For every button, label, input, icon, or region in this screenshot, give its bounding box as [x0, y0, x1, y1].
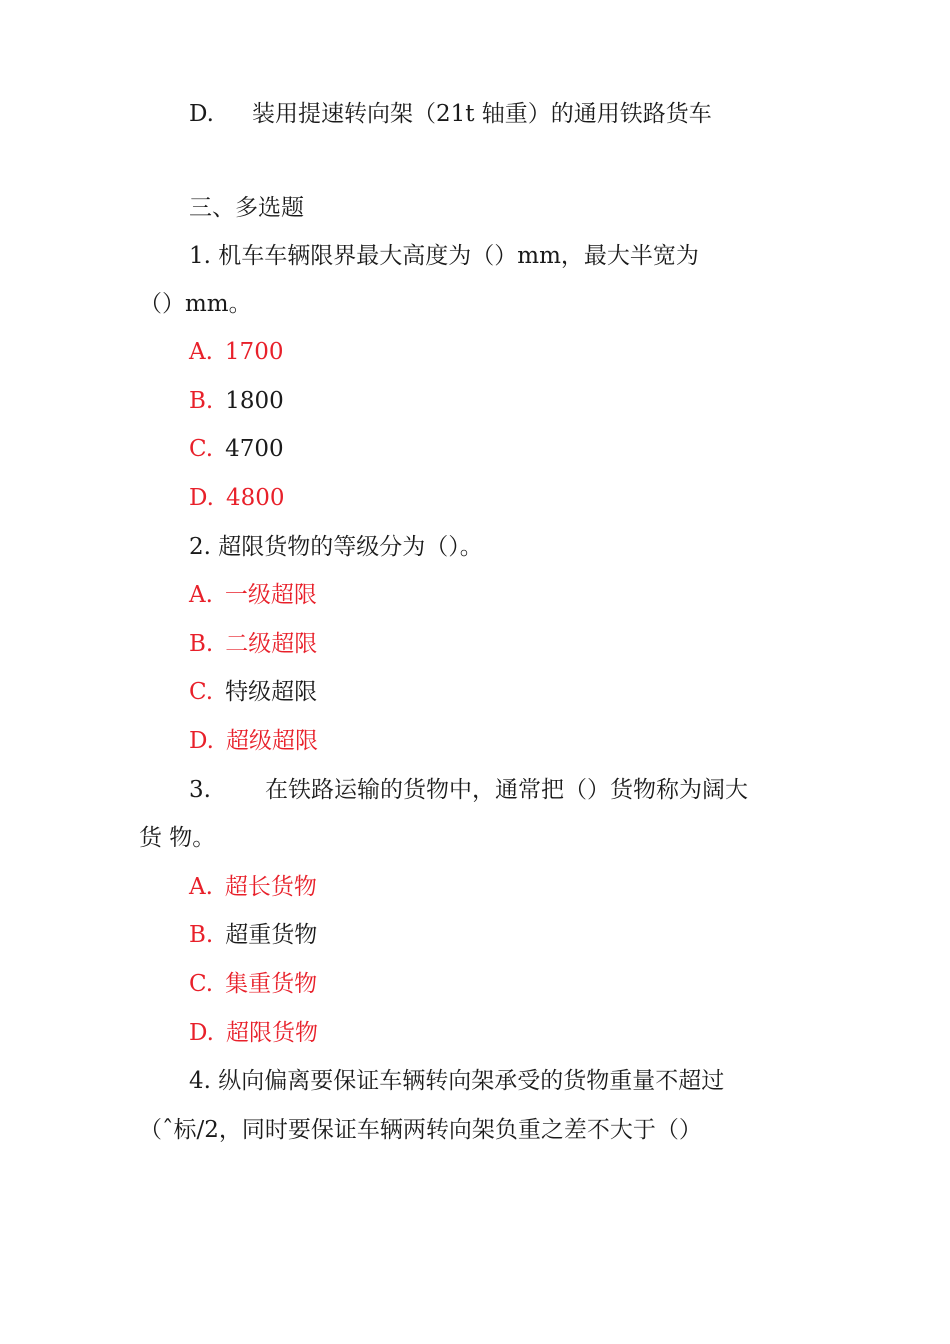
q1-option-d [189, 483, 284, 513]
option-text: 超限货物 [225, 1020, 318, 1046]
option-text: 4800 [225, 485, 285, 511]
q3-option-b [189, 920, 317, 950]
option-text: 超级超限 [225, 728, 318, 754]
question-4-text-cont: （ˆ标/2，同时要保证车辆两转向架负重之差不大于（） [139, 1117, 702, 1143]
option-letter: B. [189, 388, 214, 414]
option-text: 一级超限 [224, 582, 317, 608]
q2-option-c [189, 677, 317, 707]
option-text: 集重货物 [225, 971, 318, 997]
option-letter: D. [189, 728, 214, 754]
option-text: 超长货物 [224, 874, 317, 900]
prev-option-d [189, 99, 712, 129]
q1-option-c [189, 434, 284, 464]
option-letter: C. [189, 971, 214, 997]
option-text: 超重货物 [225, 922, 318, 948]
q3-option-d [189, 1018, 318, 1048]
question-1-text: 1. 机车车辆限界最大高度为（）mm，最大半宽为 [189, 243, 699, 269]
option-text: 1800 [225, 388, 284, 414]
option-text: 二级超限 [225, 631, 318, 657]
option-letter: D. [189, 1020, 214, 1046]
option-text: 特级超限 [225, 679, 318, 705]
q3-option-c [189, 969, 317, 999]
question-1-text-cont: （）mm。 [139, 291, 252, 317]
option-letter: B. [189, 631, 214, 657]
q3-option-a [189, 872, 317, 902]
question-2-text: 2. 超限货物的等级分为（）。 [189, 534, 483, 560]
question-3-text-cont: 货 物。 [139, 825, 216, 851]
option-text: 装用提速转向架（21t 轴重）的通用铁路货车 [251, 101, 712, 127]
section-title: 三、多选题 [189, 195, 304, 221]
q2-option-b [189, 629, 317, 659]
option-letter: C. [189, 679, 214, 705]
q2-option-d [189, 726, 318, 756]
question-number: 3. [189, 777, 211, 803]
option-letter: D. [189, 101, 214, 127]
question-3-text [189, 775, 748, 805]
option-letter: A. [189, 582, 213, 608]
q1-option-a [189, 337, 283, 367]
q1-option-b [189, 386, 284, 416]
option-letter: D. [189, 485, 214, 511]
option-letter: A. [189, 339, 213, 365]
option-text: 4700 [225, 436, 284, 462]
option-letter: C. [189, 436, 214, 462]
question-4-text: 4. 纵向偏离要保证车辆转向架承受的货物重量不超过 [189, 1068, 725, 1094]
option-letter: B. [189, 922, 214, 948]
q2-option-a [189, 580, 317, 610]
option-letter: A. [189, 874, 213, 900]
option-text: 1700 [224, 339, 284, 365]
question-body: 在铁路运输的货物中，通常把（）货物称为阔大 [264, 777, 748, 803]
